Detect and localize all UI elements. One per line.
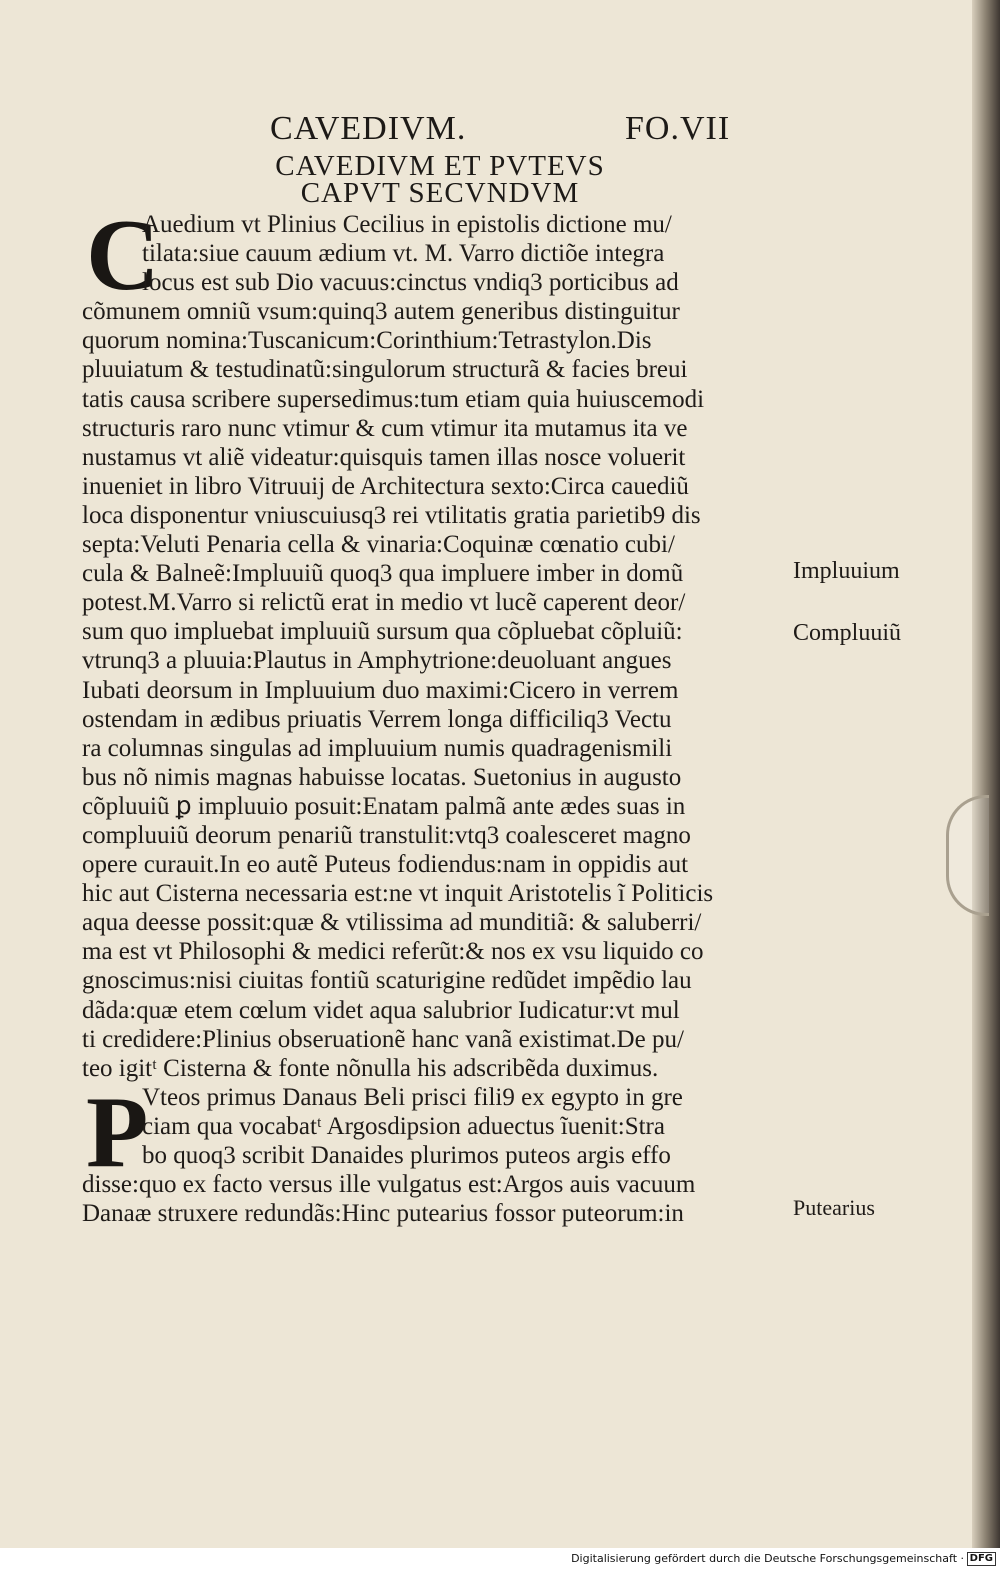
decorated-initial-c: C xyxy=(86,199,160,312)
text-line: Vteos primus Danaus Beli prisci fili9 ex egypto in gre xyxy=(142,1083,683,1111)
text-line: dãda:quæ etem cœlum videt aqua salubrior Iudicatur:vt mul xyxy=(82,996,680,1024)
text-line: disse:quo ex facto versus ille vulgatus est:Argos auis vacuum xyxy=(82,1171,696,1199)
text-line: ra columnas singulas ad impluuium numis quadragenismili xyxy=(82,734,673,762)
text-line: cõpluuiũ ꝑ impluuio posuit:Enatam palmã ante ædes suas in xyxy=(82,792,686,820)
margin-note-compluuium: Compluuiũ xyxy=(793,620,902,646)
text-line: loca disponentur vniuscuiusq3 rei vtilitatis gratia parietib9 dis xyxy=(82,501,701,529)
text-line: ostendam in ædibus priuatis Verrem longa difficiliq3 Vectu xyxy=(82,705,672,733)
page-edge xyxy=(972,0,1000,1548)
text-line: cõmunem omniũ vsum:quinq3 autem generibus distinguitur xyxy=(82,298,680,326)
decorated-initial-p: P xyxy=(86,1076,149,1189)
text-line: ti credidere:Plinius obseruationẽ hanc vanã existimat.De pu/ xyxy=(82,1025,684,1053)
running-head-title: CAVEDIVM. xyxy=(270,110,467,147)
text-line: Danaæ struxere redundãs:Hinc putearius fossor puteorum:in xyxy=(82,1200,684,1228)
text-line: septa:Veluti Penaria cella & vinaria:Coquinæ cœnatio cubi/ xyxy=(82,531,675,559)
chapter-subtitle: CAPVT SECVNDVM xyxy=(300,177,580,209)
text-line: structuris raro nunc vtimur & cum vtimur ita mutamus ita ve xyxy=(82,414,688,442)
funding-credit: Digitalisierung gefördert durch die Deutsche Forschungsgemeinschaft · xyxy=(571,1552,964,1565)
text-line: bus nõ nimis magnas habuisse locatas. Suetonius in augusto xyxy=(82,763,682,791)
text-line: nustamus vt aliẽ videatur:quisquis tamen illas nosce voluerit xyxy=(82,443,686,471)
text-line: opere curauit.In eo autẽ Puteus fodiendus:nam in oppidis aut xyxy=(82,851,689,879)
page-clip xyxy=(946,795,989,916)
text-line: aqua deesse possit:quæ & vtilissima ad munditiã: & saluberri/ xyxy=(82,909,702,937)
text-line: bo quoq3 scribit Danaides plurimos puteos argis effo xyxy=(142,1142,671,1169)
text-line: compluuiũ deorum penariũ transtulit:vtq3 coalesceret magno xyxy=(82,821,691,849)
text-line: gnoscimus:nisi ciuitas fontiũ scaturigine redũdet impẽdio lau xyxy=(82,967,692,995)
folio-number: FO.VII xyxy=(625,110,731,147)
text-line: Auedium vt Plinius Cecilius in epistolis dictione mu/ xyxy=(142,211,672,238)
text-line: Iubati deorsum in Impluuium duo maximi:Cicero in verrem xyxy=(82,676,679,704)
chapter-title: CAVEDIVM ET PVTEVS xyxy=(275,150,605,182)
text-line: quorum nomina:Tuscanicum:Corinthium:Tetrastylon.Dis xyxy=(82,327,652,355)
margin-note-impluuium: Impluuium xyxy=(793,558,900,584)
margin-note-putearius: Putearius xyxy=(793,1195,875,1220)
text-line: ma est vt Philosophi & medici referũt:& nos ex vsu liquido co xyxy=(82,938,704,966)
text-line: locus est sub Dio vacuus:cinctus vndiq3 porticibus ad xyxy=(142,269,679,297)
text-line: teo igitᵗ Cisterna & fonte nõnulla his adscribẽda duximus. xyxy=(82,1054,659,1082)
text-line: vtrunq3 a pluuia:Plautus in Amphytrione:deuoluant angues xyxy=(82,647,672,675)
text-line: cula & Balneẽ:Impluuiũ quoq3 qua impluere imber in domũ xyxy=(82,560,684,588)
dfg-logo: DFG xyxy=(967,1552,996,1566)
text-line: ciam qua vocabatᵗ Argosdipsion aduectus ĩuenit:Stra xyxy=(142,1112,665,1140)
text-line: hic aut Cisterna necessaria est:ne vt inquit Aristotelis ĩ Politicis xyxy=(82,880,714,908)
text-line: potest.M.Varro si relictũ erat in medio vt lucẽ caperent deor/ xyxy=(82,589,686,617)
text-line: sum quo impluebat impluuiũ sursum qua cõpluebat cõpluiũ: xyxy=(82,618,683,646)
text-line: pluuiatum & testudinatũ:singulorum structurã & facies breui xyxy=(82,356,688,384)
text-line: tatis causa scribere supersedimus:tum etiam quia huiuscemodi xyxy=(82,385,705,413)
text-line: tilata:siue cauum ædium vt. M. Varro dictiõe integra xyxy=(142,240,665,268)
body-text xyxy=(82,210,782,1228)
text-line: inueniet in libro Vitruuij de Architectura sexto:Circa cauediũ xyxy=(82,472,689,500)
footer-bar xyxy=(0,1548,1000,1569)
